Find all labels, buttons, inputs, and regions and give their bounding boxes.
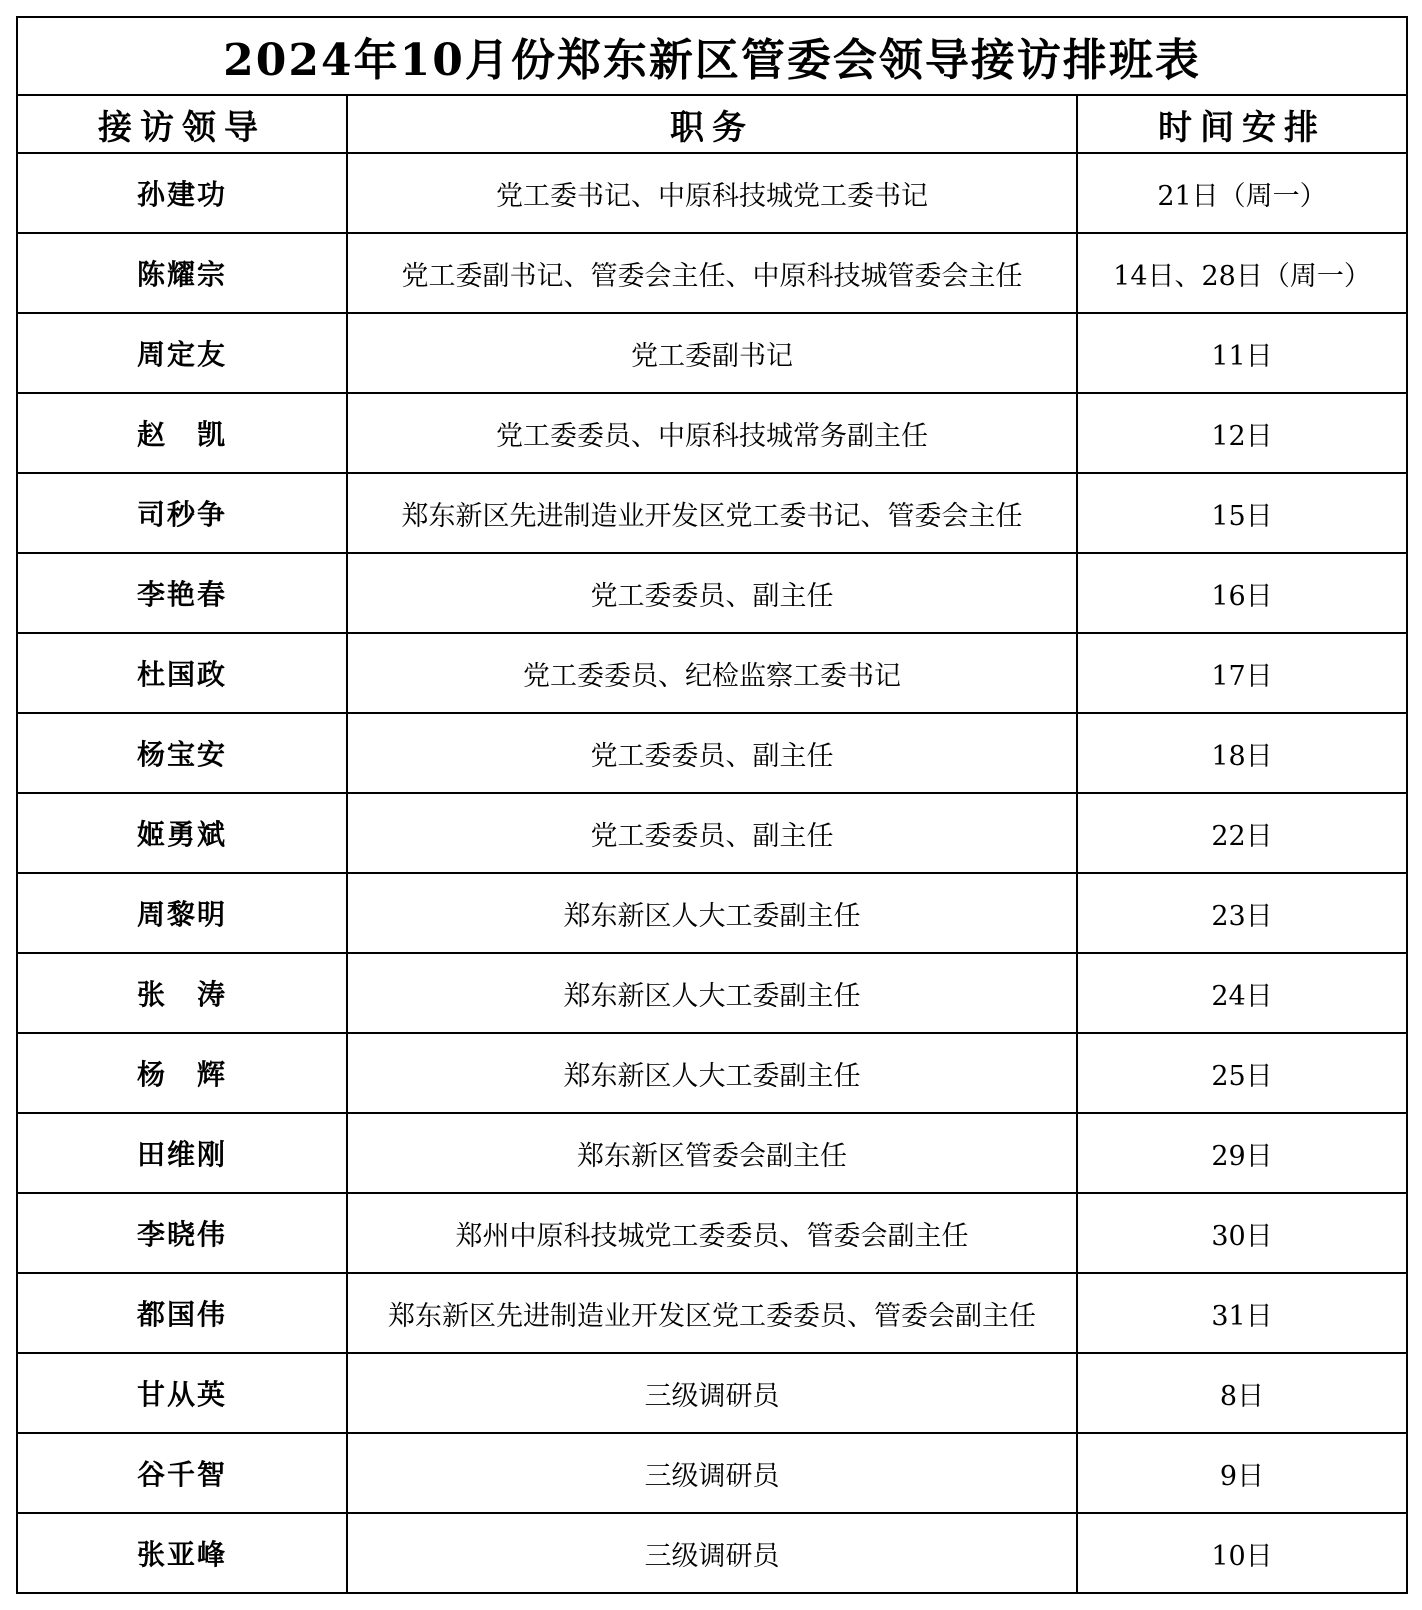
schedule-date: 16日 [1077, 553, 1407, 633]
leader-position: 郑东新区人大工委副主任 [347, 873, 1077, 953]
table-row [17, 793, 1407, 873]
schedule-sheet [16, 16, 1406, 1594]
leader-position: 党工委副书记、管委会主任、中原科技城管委会主任 [347, 233, 1077, 313]
leader-position: 党工委副书记 [347, 313, 1077, 393]
leader-position: 郑东新区管委会副主任 [347, 1113, 1077, 1193]
schedule-date: 14日、28日（周一） [1077, 233, 1407, 313]
schedule-date: 18日 [1077, 713, 1407, 793]
schedule-date: 17日 [1077, 633, 1407, 713]
schedule-date: 12日 [1077, 393, 1407, 473]
leader-name: 孙建功 [17, 153, 347, 233]
header-leader: 接访领导 [17, 95, 347, 153]
table-row [17, 473, 1407, 553]
leader-name: 杨 辉 [17, 1033, 347, 1113]
table-title: 2024年10月份郑东新区管委会领导接访排班表 [17, 17, 1407, 95]
table-row [17, 633, 1407, 713]
header-position: 职务 [347, 95, 1077, 153]
schedule-date: 21日（周一） [1077, 153, 1407, 233]
leader-name: 李晓伟 [17, 1193, 347, 1273]
table-row [17, 1273, 1407, 1353]
table-row [17, 313, 1407, 393]
leader-name: 周定友 [17, 313, 347, 393]
leader-name: 谷千智 [17, 1433, 347, 1513]
leader-position: 党工委书记、中原科技城党工委书记 [347, 153, 1077, 233]
table-row [17, 1353, 1407, 1433]
table-row [17, 713, 1407, 793]
schedule-date: 9日 [1077, 1433, 1407, 1513]
leader-position: 党工委委员、副主任 [347, 713, 1077, 793]
table-row [17, 953, 1407, 1033]
table-row [17, 1193, 1407, 1273]
table-row [17, 153, 1407, 233]
table-row [17, 233, 1407, 313]
schedule-date: 24日 [1077, 953, 1407, 1033]
leader-name: 司秒争 [17, 473, 347, 553]
schedule-date: 11日 [1077, 313, 1407, 393]
leader-position: 郑东新区人大工委副主任 [347, 1033, 1077, 1113]
leader-position: 三级调研员 [347, 1513, 1077, 1593]
leader-position: 党工委委员、副主任 [347, 793, 1077, 873]
leader-position: 郑东新区人大工委副主任 [347, 953, 1077, 1033]
title-row [17, 17, 1407, 95]
leader-name: 田维刚 [17, 1113, 347, 1193]
schedule-date: 25日 [1077, 1033, 1407, 1113]
schedule-date: 15日 [1077, 473, 1407, 553]
leader-position: 党工委委员、中原科技城常务副主任 [347, 393, 1077, 473]
header-schedule: 时间安排 [1077, 95, 1407, 153]
leader-position: 党工委委员、纪检监察工委书记 [347, 633, 1077, 713]
leader-name: 陈耀宗 [17, 233, 347, 313]
leader-name: 杨宝安 [17, 713, 347, 793]
leader-name: 张亚峰 [17, 1513, 347, 1593]
schedule-rows [17, 153, 1407, 1593]
leader-name: 杜国政 [17, 633, 347, 713]
header-row [17, 95, 1407, 153]
leader-name: 周黎明 [17, 873, 347, 953]
leader-position: 郑东新区先进制造业开发区党工委书记、管委会主任 [347, 473, 1077, 553]
leader-name: 赵 凯 [17, 393, 347, 473]
schedule-date: 10日 [1077, 1513, 1407, 1593]
table-row [17, 553, 1407, 633]
leader-name: 张 涛 [17, 953, 347, 1033]
leader-position: 党工委委员、副主任 [347, 553, 1077, 633]
leader-name: 甘从英 [17, 1353, 347, 1433]
leader-position: 郑东新区先进制造业开发区党工委委员、管委会副主任 [347, 1273, 1077, 1353]
leader-position: 郑州中原科技城党工委委员、管委会副主任 [347, 1193, 1077, 1273]
leader-name: 都国伟 [17, 1273, 347, 1353]
table-row [17, 393, 1407, 473]
table-row [17, 1033, 1407, 1113]
schedule-table [16, 16, 1408, 1594]
leader-name: 李艳春 [17, 553, 347, 633]
schedule-date: 31日 [1077, 1273, 1407, 1353]
leader-name: 姬勇斌 [17, 793, 347, 873]
schedule-date: 29日 [1077, 1113, 1407, 1193]
leader-position: 三级调研员 [347, 1433, 1077, 1513]
table-row [17, 1433, 1407, 1513]
table-row [17, 1113, 1407, 1193]
schedule-date: 8日 [1077, 1353, 1407, 1433]
table-row [17, 1513, 1407, 1593]
table-row [17, 873, 1407, 953]
schedule-date: 30日 [1077, 1193, 1407, 1273]
schedule-date: 23日 [1077, 873, 1407, 953]
schedule-date: 22日 [1077, 793, 1407, 873]
leader-position: 三级调研员 [347, 1353, 1077, 1433]
